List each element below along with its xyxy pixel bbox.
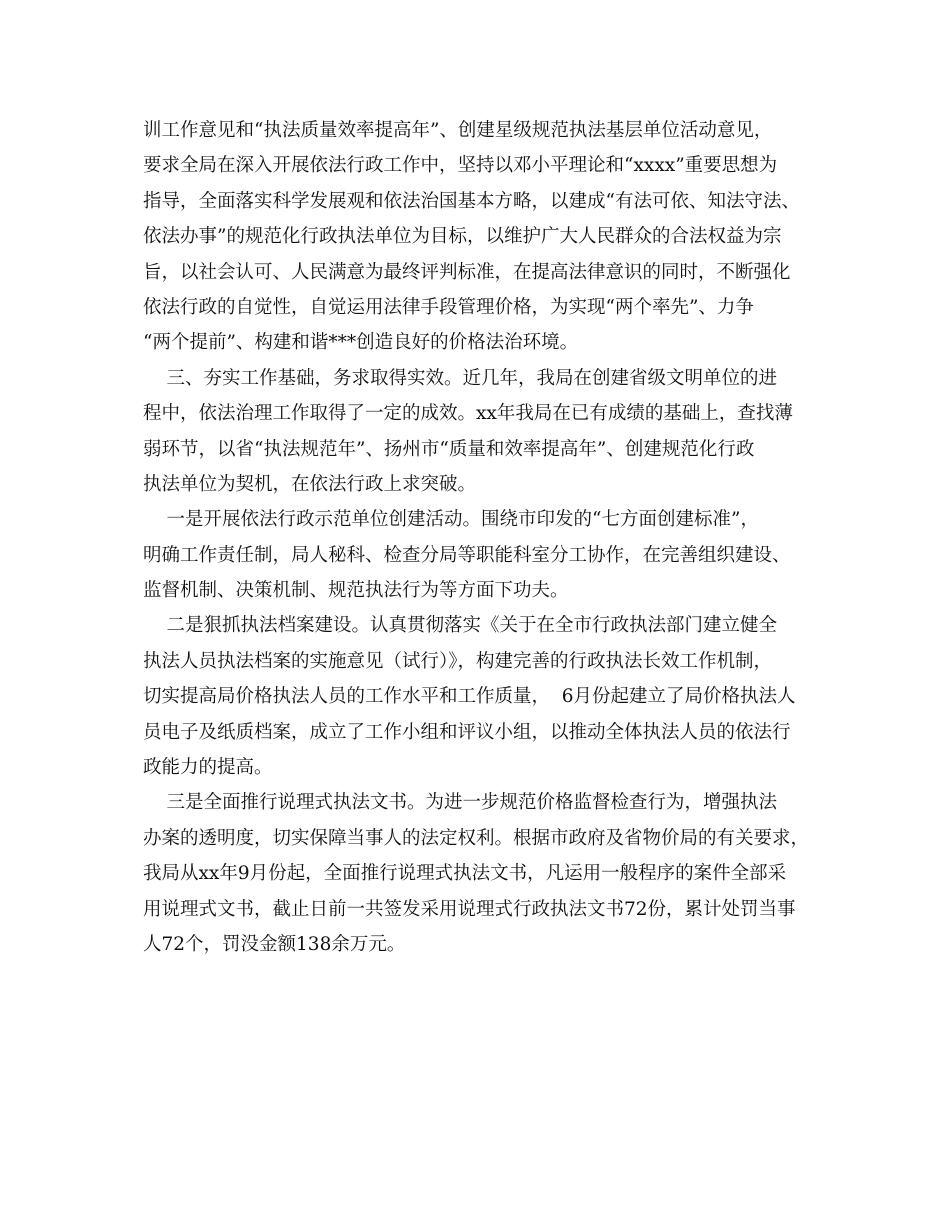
text-line: 用说理式文书，截止日前一共签发采用说理式行政执法文书72份，累计处罚当事	[143, 898, 796, 920]
text-line: 我局从xx年9月份起，全面推行说理式执法文书，凡运用一般程序的案件全部采	[143, 863, 787, 885]
text-line: 训工作意见和“执法质量效率提高年”、创建星级规范执法基层单位活动意见，	[143, 120, 773, 141]
document-body	[143, 113, 843, 962]
text-line: 明确工作责任制，局人秘科、检查分局等职能科室分工协作，在完善组织建设、	[143, 544, 791, 566]
text-line: 监督机制、决策机制、规范执法行为等方面下功夫。	[143, 580, 569, 602]
text-line: “两个提前”、构建和谐***创造良好的价格法治环境。	[143, 332, 579, 354]
text-line: 三是全面推行说理式执法文书。为进一步规范价格监督检查行为，增强执法	[143, 792, 778, 814]
text-line: 执法单位为契机，在依法行政上求突破。	[143, 473, 477, 495]
paragraph-4	[143, 608, 843, 785]
text-line: 依法办事”的规范化行政执法单位为目标，以维护广大人民群众的合法权益为宗	[143, 226, 782, 248]
text-line: 指导，全面落实科学发展观和依法治国基本方略，以建成“有法可依、知法守法、	[143, 190, 800, 212]
text-line: 人72个，罚没金额138余万元。	[143, 933, 406, 955]
text-line: 一是开展依法行政示范单位创建活动。围绕市印发的“七方面创建标准”，	[143, 509, 759, 531]
paragraph-3	[143, 502, 843, 608]
text-line: 三、夯实工作基础，务求取得实效。近几年，我局在创建省级文明单位的进	[143, 367, 778, 389]
text-line: 旨，以社会认可、人民满意为最终评判标准，在提高法律意识的同时，不断强化	[143, 261, 791, 283]
text-line: 程中，依法治理工作取得了一定的成效。xx年我局在已有成绩的基础上，查找薄	[143, 403, 793, 425]
text-line: 二是狠抓执法档案建设。认真贯彻落实《关于在全市行政执法部门建立健全	[143, 615, 778, 637]
text-line: 员电子及纸质档案，成立了工作小组和评议小组，以推动全体执法人员的依法行	[143, 721, 791, 743]
paragraph-5	[143, 785, 843, 962]
text-line: 办案的透明度，切实保障当事人的法定权利。根据市政府及省物价局的有关要求，	[143, 827, 810, 849]
paragraph-1	[143, 113, 843, 361]
text-line: 依法行政的自觉性，自觉运用法律手段管理价格，为实现“两个率先”、力争	[143, 296, 754, 318]
text-line: 切实提高局价格执法人员的工作水平和工作质量， 6月份起建立了局价格执法人	[143, 686, 796, 708]
paragraph-2	[143, 361, 843, 503]
text-line: 弱环节，以省“执法规范年”、扬州市“质量和效率提高年”、创建规范化行政	[143, 438, 755, 460]
text-line: 执法人员执法档案的实施意见（试行）》，构建完善的行政执法长效工作机制，	[143, 650, 773, 672]
text-line: 政能力的提高。	[143, 757, 273, 779]
text-line: 要求全局在深入开展依法行政工作中，坚持以邓小平理论和“xxxx”重要思想为	[143, 155, 778, 177]
